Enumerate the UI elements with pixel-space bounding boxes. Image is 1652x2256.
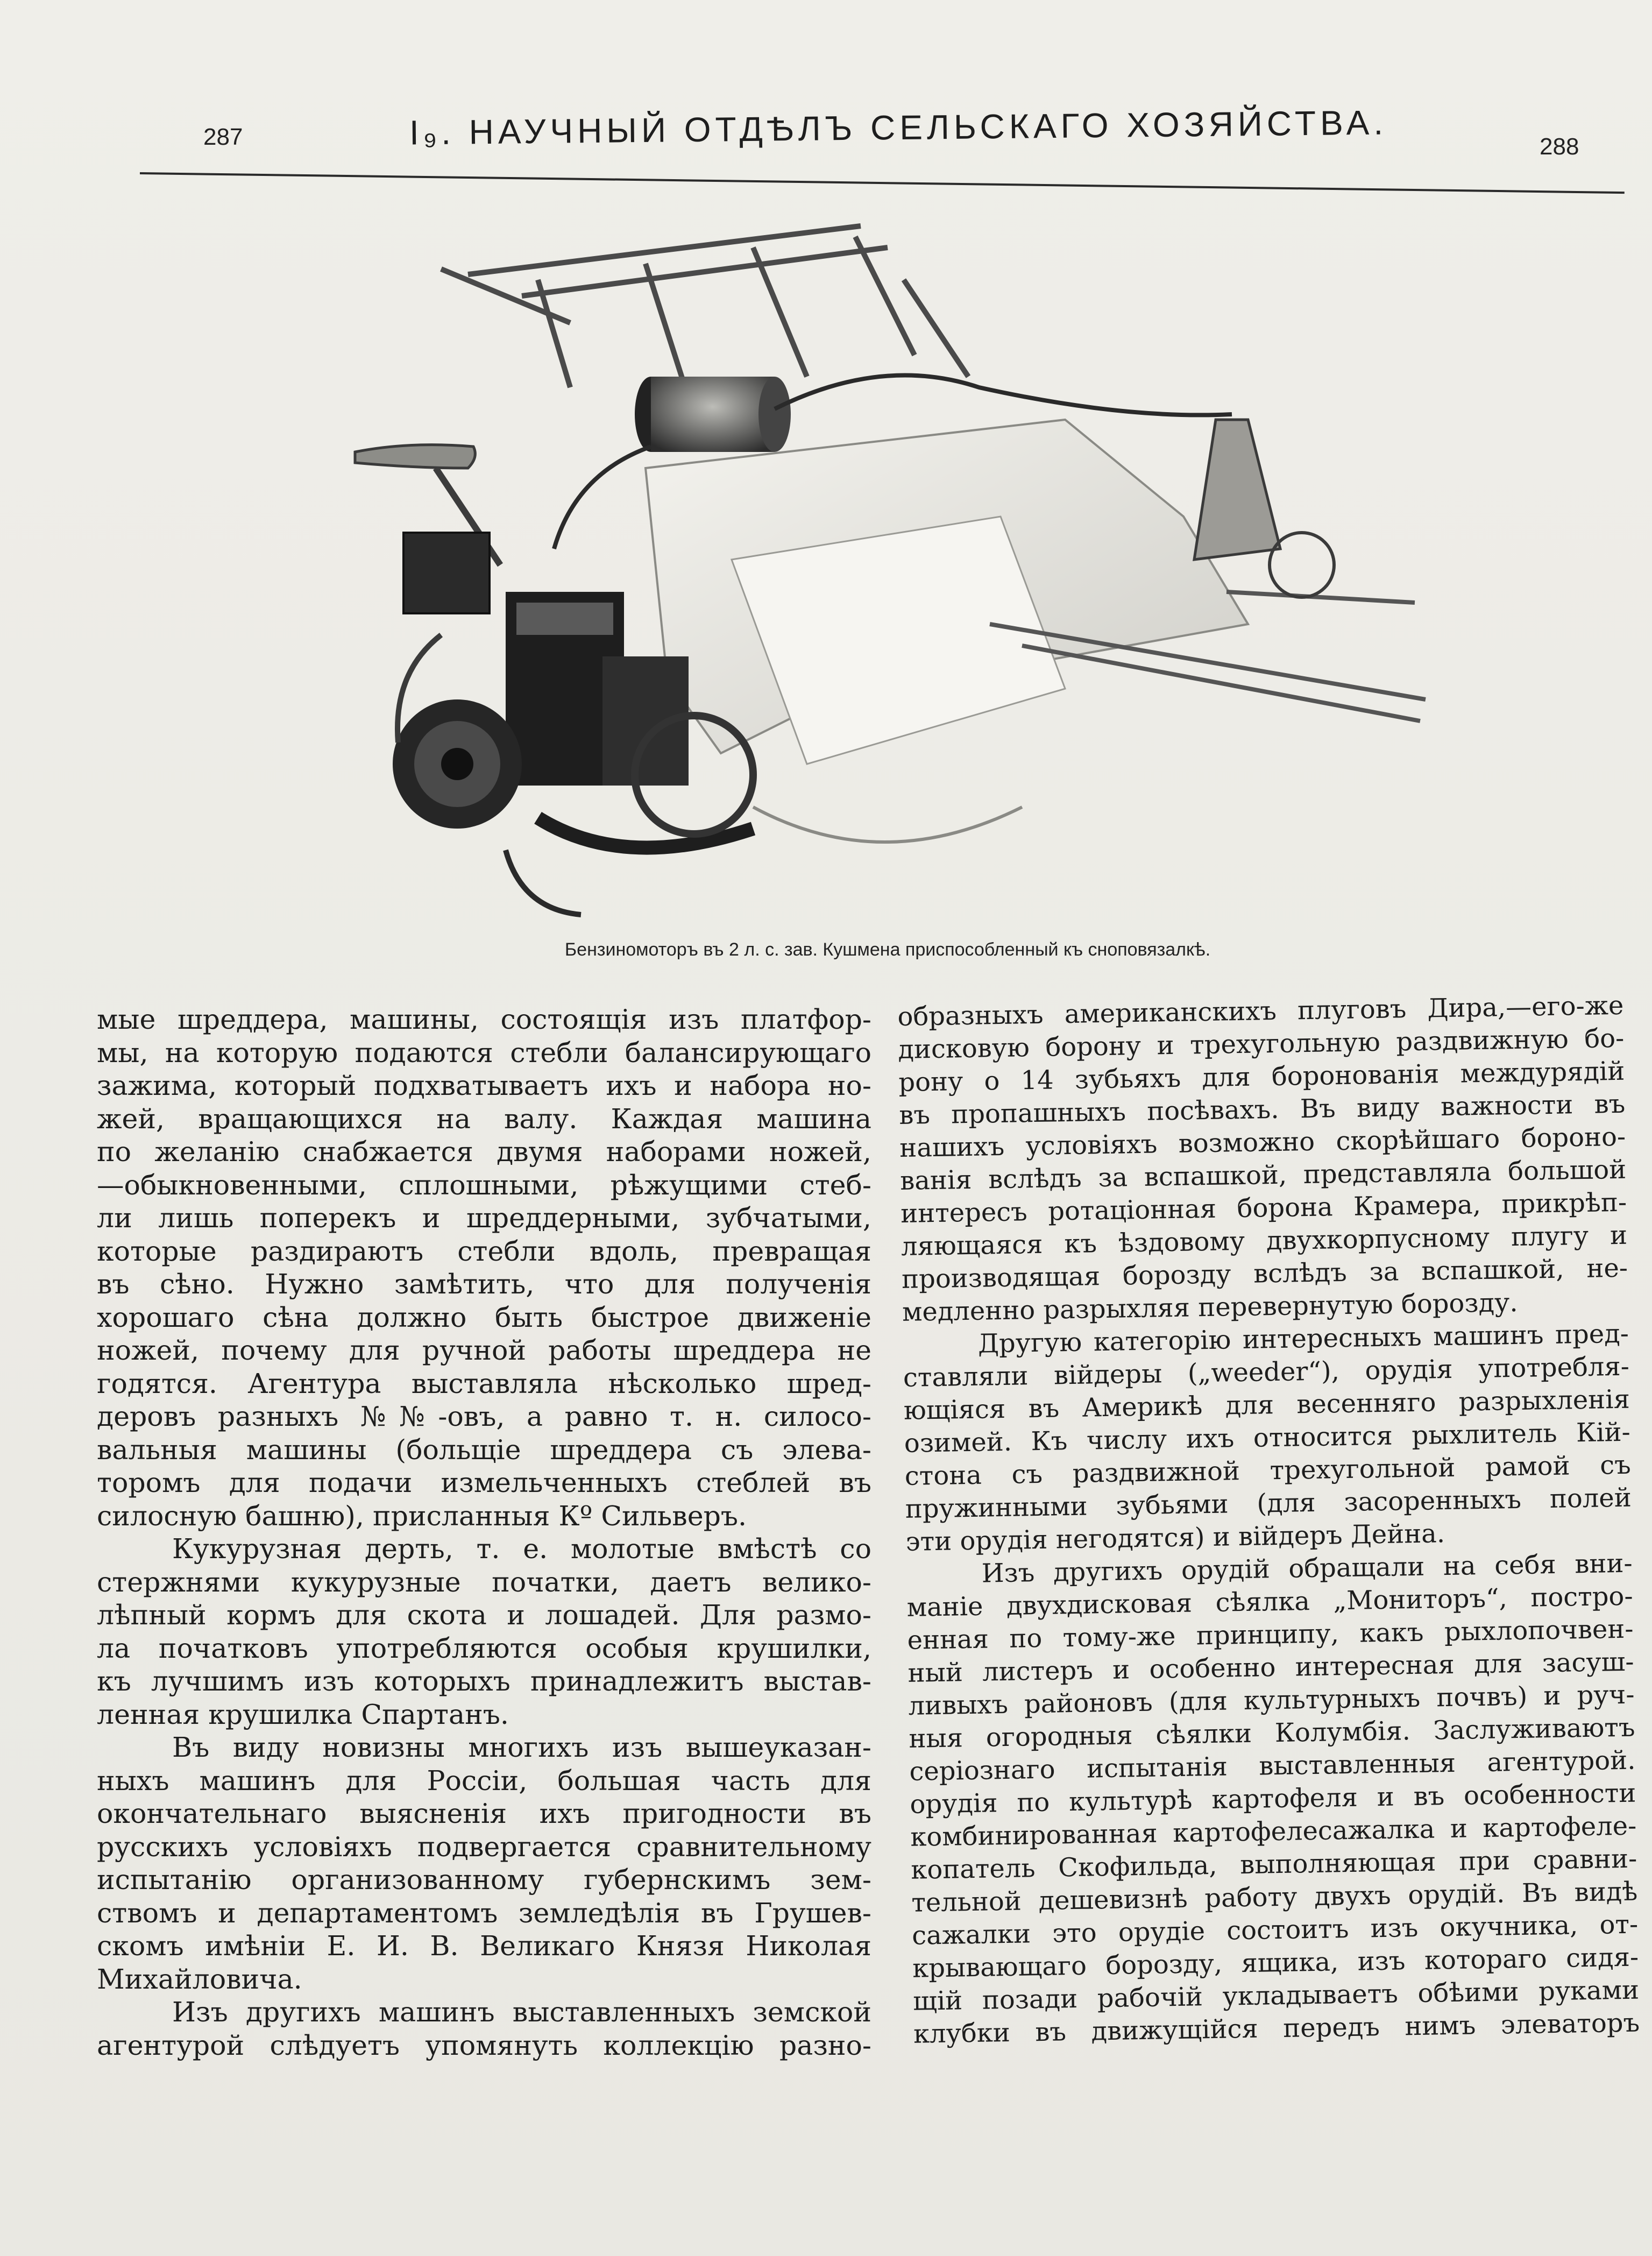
text-line: ный листеръ и особенно интересная для засуш- (907, 1646, 1634, 1688)
fuel-tank (635, 377, 791, 452)
text-line: къ лучшимъ изъ которыхъ принадлежитъ выстав- (97, 1665, 871, 1697)
figure-caption: Бензиномоторъ въ 2 л. с. зав. Кушмена приспособленный къ сноповязалкѣ. (564, 939, 1211, 960)
text-line: рону о 14 зубьяхъ для боронованія междурядій (898, 1056, 1625, 1098)
text-line: вальныя машины (больщіе шреддера съ элева- (97, 1433, 871, 1466)
text-line: серіознаго испытанія выставленныя агентурой. (909, 1745, 1636, 1787)
text-line: стержнями кукурузные початки, даетъ велико- (97, 1566, 871, 1598)
text-line: тельной дешевизнѣ работу двухъ орудій. Въ видѣ (911, 1876, 1638, 1918)
text-line: Михайловича. (97, 1963, 302, 1995)
text-line: агентурой слѣдуетъ упомянуть коллекцію разно- (97, 2029, 871, 2061)
text-line: въ сѣно. Нужно замѣтить, что для полученія (97, 1268, 871, 1300)
header-rule (140, 172, 1625, 194)
text-line: ляющаяся къ ѣздовому двухкорпусному плугу и (901, 1220, 1628, 1262)
left-page-number: 287 (203, 124, 243, 150)
text-line: эти орудія негодятся) и війдеръ Дейна. (905, 1518, 1445, 1557)
text-line: мые шреддера, машины, состоящія изъ платфор- (97, 1003, 871, 1035)
text-line: ленная крушилка Спартанъ. (97, 1698, 509, 1730)
text-line: силосную башню), присланныя Кº Сильверъ. (97, 1500, 747, 1532)
text-line: производящая борозду вслѣдъ за вспашкой, не- (901, 1253, 1628, 1295)
text-line: енная по тому-же принципу, какъ рыхлопочвен- (907, 1614, 1634, 1656)
right-text-column (897, 989, 1640, 2051)
text-line: ли лишь поперекъ и шреддерными, зубчатыми, (97, 1202, 871, 1234)
text-line: въ пропашныхъ посѣвахъ. Въ виду важности въ (898, 1088, 1626, 1130)
divider (1194, 420, 1280, 560)
text-line: окончательнаго выясненія ихъ пригодности въ (97, 1798, 871, 1829)
running-title: I₉. НАУЧНЫЙ ОТДѢЛЪ СЕЛЬСКАГО ХОЗЯЙСТВА. (409, 103, 1388, 152)
text-line: ванія вслѣдъ за вспашкой, представляла большой (899, 1154, 1627, 1196)
text-line: копатель Скофильда, выполняющая при сравни- (910, 1843, 1637, 1885)
gasoline-engine (393, 592, 689, 829)
text-line: озимей. Къ числу ихъ относится рыхлитель Кій- (904, 1417, 1631, 1459)
text-line: дисковую борону и трехугольную раздвижную бо- (897, 1023, 1625, 1065)
text-line: орудія по культурѣ картофеля и въ особенности (910, 1778, 1636, 1820)
text-line: ныя огородныя сѣялки Колумбія. Заслуживаютъ (909, 1712, 1635, 1754)
text-line: ножей, почему для ручной работы шреддера не (97, 1334, 871, 1366)
text-line: —обыкновенными, сплошными, рѣжущими стеб- (97, 1169, 871, 1201)
text-line: лѣпный кормъ для скота и лошадей. Для размо- (97, 1599, 871, 1631)
text-line: ставляли війдеры („weeder“), орудія употребля- (903, 1351, 1630, 1393)
text-line: торомъ для подачи измельченныхъ стеблей въ (97, 1467, 871, 1498)
reel-frame (441, 226, 968, 398)
right-page-number: 288 (1540, 133, 1579, 160)
text-line: русскихъ условіяхъ подвергается сравнительному (97, 1830, 871, 1863)
text-line: годятся. Агентура выставляла нѣсколько шред- (97, 1367, 871, 1399)
machine-illustration (344, 215, 1431, 931)
text-line: по желанію снабжается двумя наборами ножей, (97, 1136, 871, 1168)
text-line: хорошаго сѣна должно быть быстрое движеніе (97, 1301, 871, 1333)
text-line: испытанію организованному губернскимъ зем- (97, 1864, 871, 1896)
text-line: деровъ разныхъ №№-овъ, а равно т. н. силосо- (97, 1401, 871, 1432)
text-line: Изъ другихъ машинъ выставленныхъ земской (172, 1996, 871, 2028)
text-line: стона съ раздвижной трехугольной рамой съ (904, 1449, 1632, 1491)
text-line: Изъ другихъ орудій обращали на себя вни- (981, 1548, 1633, 1589)
text-line: крывающаго борозду, ящика, изъ котораго сидя- (912, 1942, 1639, 1984)
seat (355, 445, 475, 468)
coil-box (403, 533, 490, 613)
left-text-column (97, 1003, 871, 2062)
text-line: ныхъ машинъ для Россіи, большая часть для (97, 1764, 871, 1797)
binder-engine-engraving (344, 215, 1431, 931)
text-line: сажалки это орудіе состоитъ изъ окучника, от- (911, 1909, 1639, 1951)
text-line: клубки въ движущійся передъ нимъ элеваторъ (913, 2007, 1640, 2049)
text-line: ствомъ и департаментомъ земледѣлія въ Грушев- (97, 1897, 871, 1929)
text-line: образныхъ американскихъ плуговъ Дира,—его-же (897, 990, 1624, 1032)
text-line: ливыхъ районовъ (для культурныхъ почвъ) и руч- (908, 1679, 1635, 1721)
text-line: скомъ имѣніи Е. И. В. Великаго Князя Николая (97, 1930, 871, 1962)
text-line: ла початковъ употребляются особыя крушилки, (97, 1632, 871, 1664)
text-line: пружинными зубьями (для засоренныхъ полей (905, 1482, 1632, 1524)
text-line: жей, вращающихся на валу. Каждая машина (97, 1102, 871, 1135)
text-line: медленно разрыхляя перевернутую борозду. (902, 1287, 1518, 1327)
text-line: Другую категорію интересныхъ машинъ пред- (977, 1318, 1629, 1359)
text-line: нашихъ условіяхъ возможно скорѣйшаго бороно- (899, 1121, 1626, 1163)
text-line: зажима, который подхватываетъ ихъ и набора но- (97, 1070, 871, 1101)
text-line: маніе двухдисковая сѣялка „Мониторъ“, постро- (906, 1581, 1633, 1623)
text-line: комбинированная картофелесажалка и картофеле- (910, 1811, 1637, 1852)
text-line: которые раздираютъ стебли вдоль, превращая (97, 1235, 871, 1267)
text-line: щій позади рабочій укладываетъ обѣими руками (912, 1975, 1640, 2017)
text-line: Кукурузная дерть, т. е. молотые вмѣстѣ со (172, 1533, 871, 1565)
text-line: ющіяся въ Америкѣ для весенняго разрыхленія (903, 1384, 1630, 1426)
text-line: Въ виду новизны многихъ изъ вышеуказан- (172, 1731, 871, 1763)
text-line: мы, на которую подаются стебли балансирующаго (97, 1036, 871, 1069)
text-line: интересъ ротаціонная борона Крамера, прикрѣп- (900, 1187, 1627, 1229)
